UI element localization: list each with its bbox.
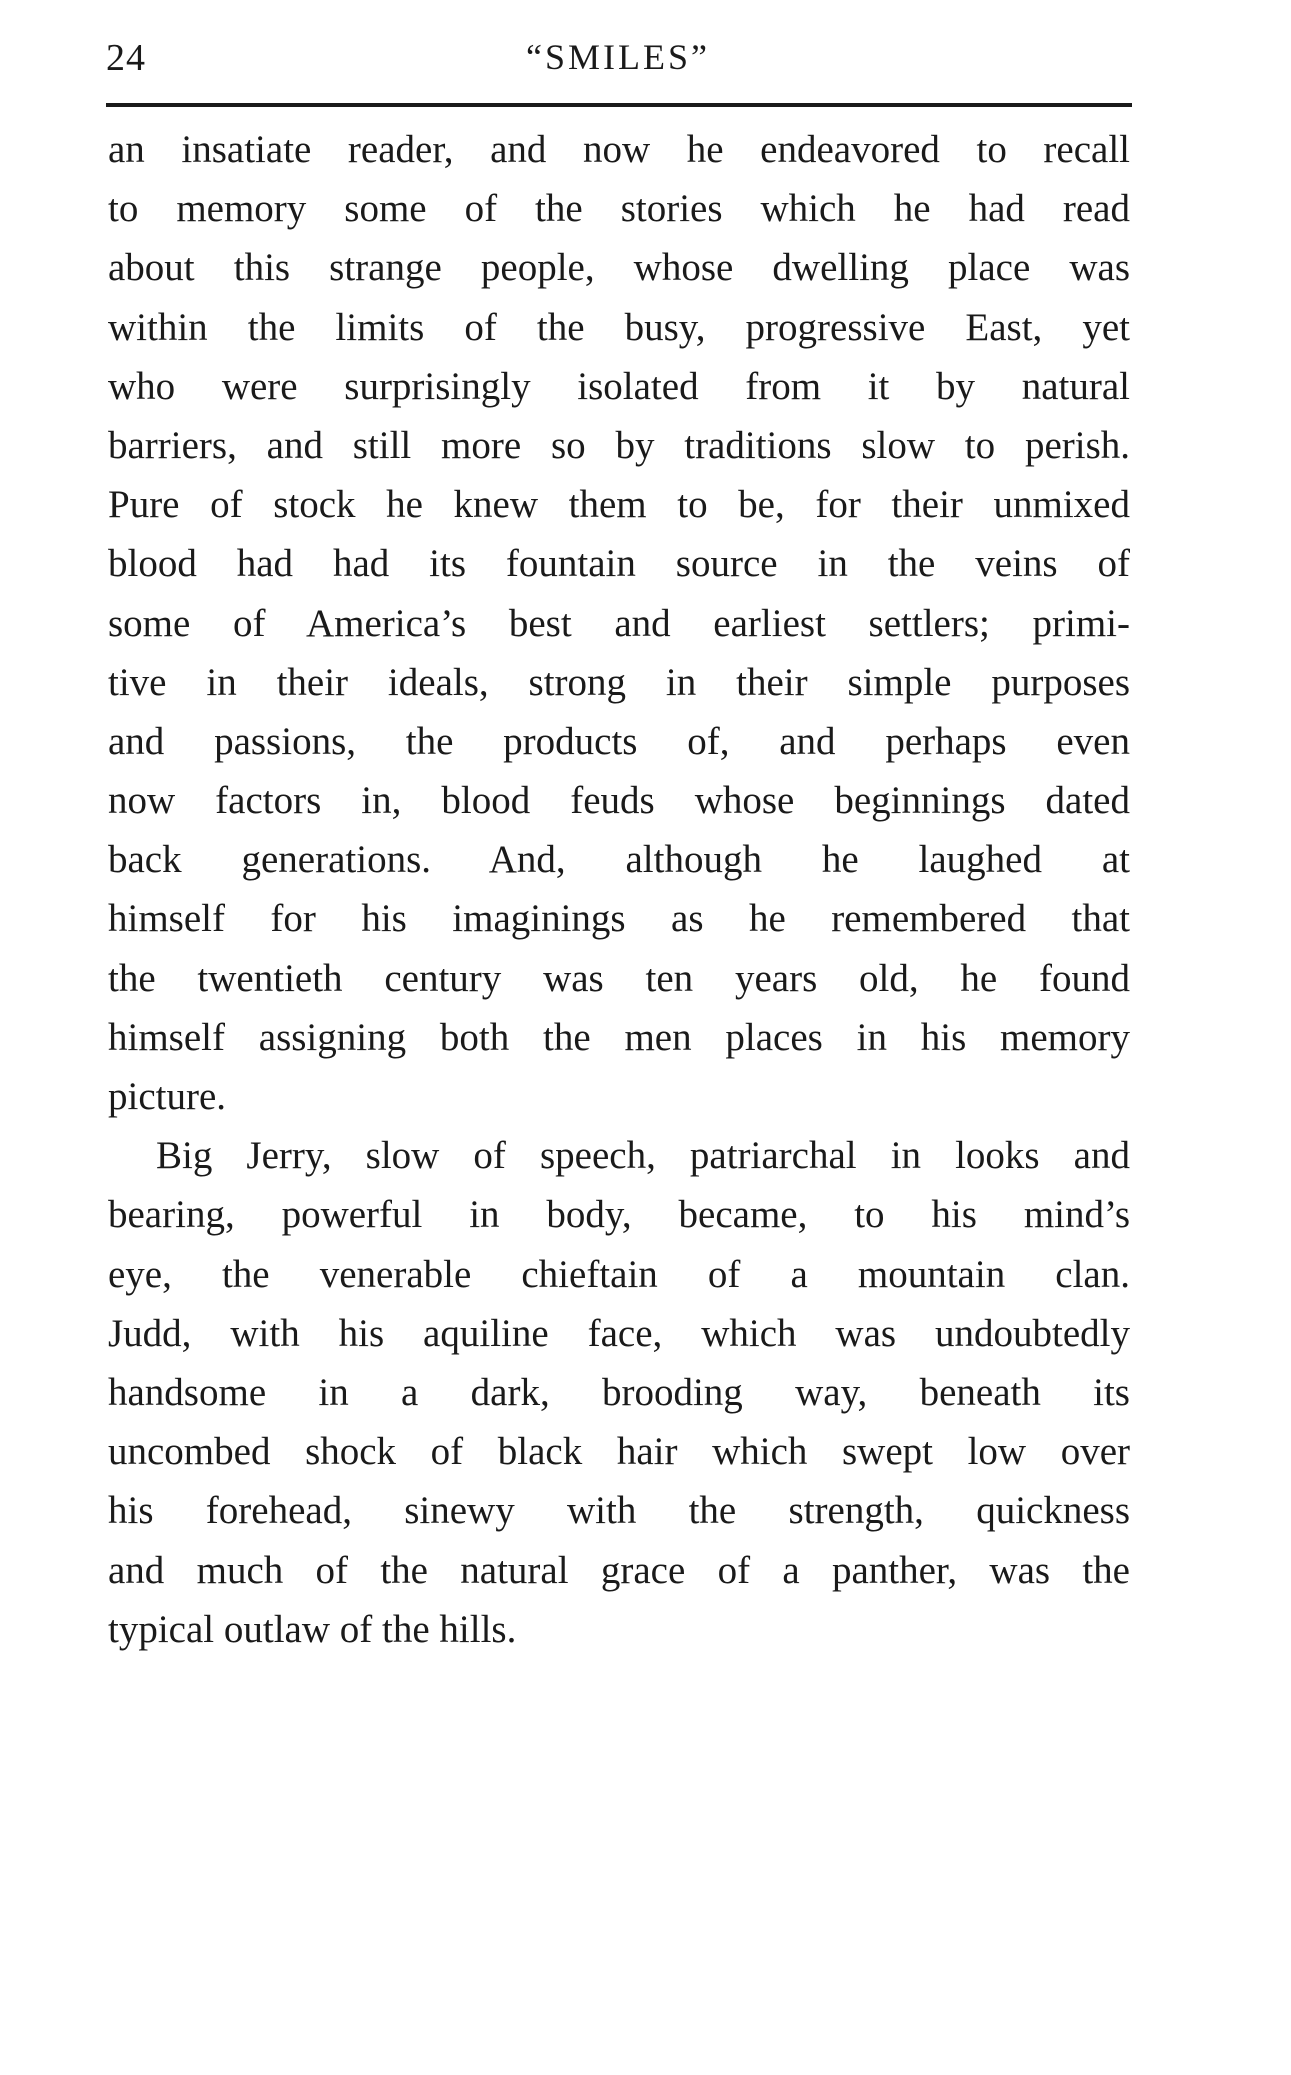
text-line: Big Jerry, slow of speech, patriarchal in looks and: [156, 1134, 1130, 1178]
running-title: “SMILES”: [526, 37, 710, 77]
paragraph-1: [108, 120, 1130, 1126]
text-line: an insatiate reader, and now he endeavored to recall: [108, 128, 1130, 171]
text-line: back generations. And, although he laughed at: [108, 838, 1130, 882]
text-line: some of America’s best and earliest settlers; primi-: [108, 601, 1130, 645]
text-line: handsome in a dark, brooding way, beneath its: [108, 1370, 1130, 1414]
paragraph-2: [108, 1126, 1130, 1659]
text-line: the twentieth century was ten years old, he found: [108, 956, 1130, 1000]
running-head: [106, 30, 1130, 90]
text-line: bearing, powerful in body, became, to his mind’s: [108, 1193, 1130, 1237]
text-line: and much of the natural grace of a panther, was the: [108, 1548, 1130, 1592]
text-line: to memory some of the stories which he had read: [108, 187, 1130, 231]
text-line: typical outlaw of the hills.: [108, 1607, 517, 1651]
page-number: 24: [106, 37, 146, 79]
text-line: himself for his imaginings as he remembered that: [108, 897, 1130, 941]
text-line: within the limits of the busy, progressive East, yet: [108, 305, 1130, 349]
text-line: about this strange people, whose dwelling place was: [108, 246, 1130, 290]
text-line: now factors in, blood feuds whose beginnings dated: [108, 779, 1130, 823]
text-line: his forehead, sinewy with the strength, quickness: [108, 1489, 1130, 1533]
text-line: Judd, with his aquiline face, which was undoubtedly: [108, 1311, 1130, 1355]
text-line: who were surprisingly isolated from it by natural: [108, 364, 1130, 408]
text-line: blood had had its fountain source in the veins of: [108, 542, 1130, 586]
text-line: himself assigning both the men places in his memory: [108, 1015, 1130, 1059]
body-text: [108, 120, 1130, 1659]
text-line: barriers, and still more so by traditions slow to perish.: [108, 423, 1130, 467]
text-line: Pure of stock he knew them to be, for their unmixed: [108, 483, 1130, 527]
text-line: picture.: [108, 1075, 227, 1118]
text-line: tive in their ideals, strong in their simple purposes: [108, 660, 1130, 704]
text-line: and passions, the products of, and perhaps even: [108, 719, 1130, 763]
header-rule: [106, 103, 1132, 107]
text-line: eye, the venerable chieftain of a mountain clan.: [108, 1252, 1130, 1296]
text-line: uncombed shock of black hair which swept low over: [108, 1430, 1130, 1474]
